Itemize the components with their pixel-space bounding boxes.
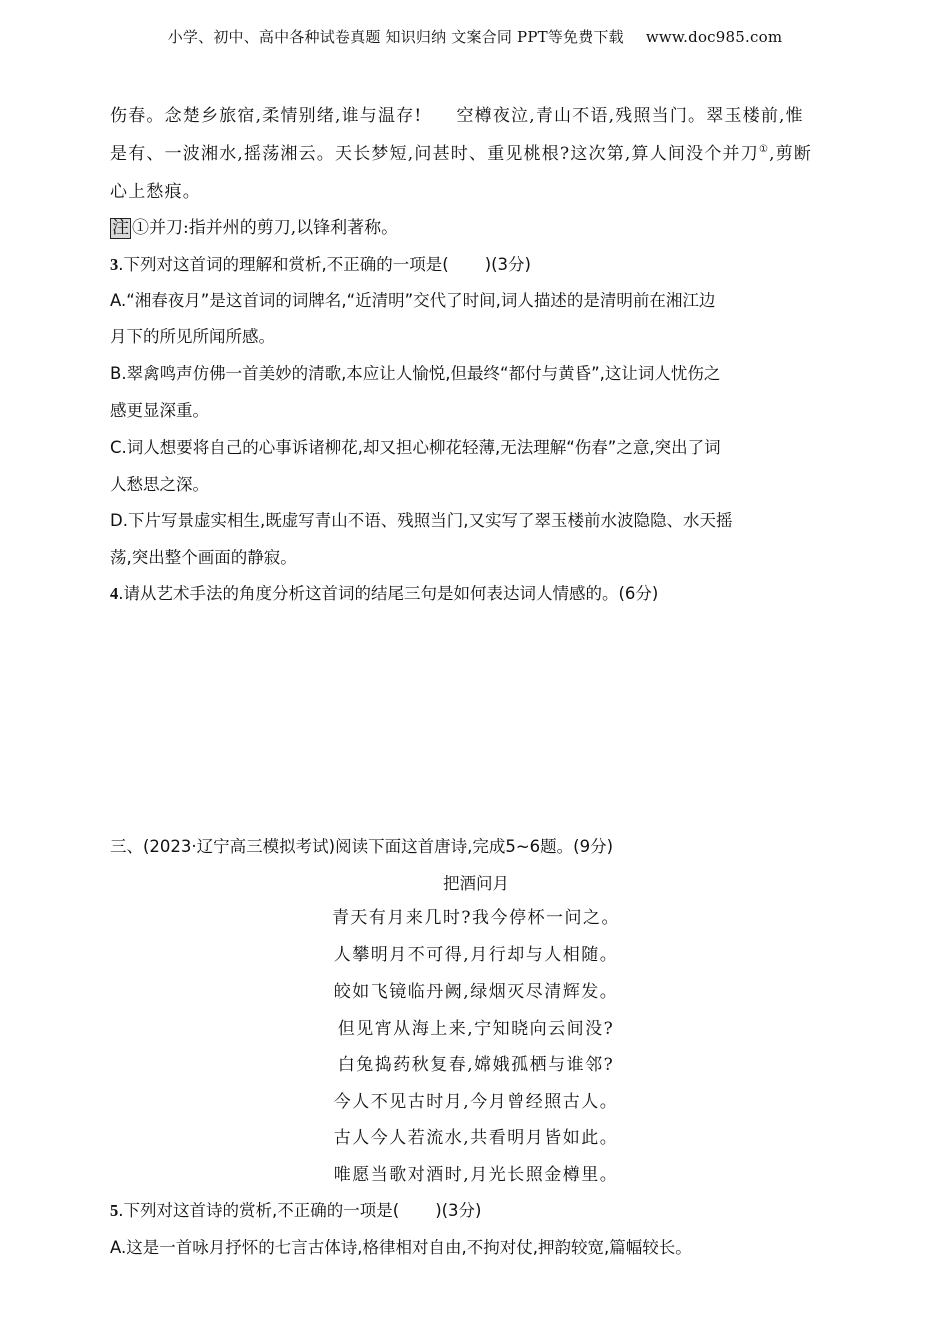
option-c-line-2: 人愁思之深。: [110, 475, 209, 494]
option-a-line-1: A.“湘春夜月”是这首词的词牌名,“近清明”交代了时间,词人描述的是清明前在湘江边: [110, 291, 716, 310]
footnote: [110, 216, 842, 240]
poem-title: 把酒问月: [443, 874, 509, 893]
question-5-score: )(3分): [435, 1201, 482, 1220]
footnote-marker: ①: [758, 144, 770, 155]
poem-verse: 今人不见古时月,今月曾经照古人。: [333, 1092, 619, 1112]
poem-verse: 青天有月来几时?我今停杯一问之。: [331, 908, 621, 928]
poem-verse: 但见宵从海上来,宁知晓向云间没?: [337, 1019, 615, 1039]
poem-line-1-part-a: 伤春。念楚乡旅宿,柔情别绪,谁与温存!: [110, 106, 423, 126]
poem-verse: 唯愿当歌对酒时,月光长照金樽里。: [333, 1165, 619, 1185]
question-3-number: 3: [110, 255, 119, 274]
poem-verse: 古人今人若流水,共看明月皆如此。: [333, 1128, 619, 1148]
poem-line-3-text: 心上愁痕。: [110, 182, 201, 202]
poem-verse: 白兔捣药秋复春,嫦娥孤栖与谁邻?: [337, 1055, 615, 1075]
poem-verse: 人攀明月不可得,月行却与人相随。: [333, 945, 619, 965]
poem-line-3: [110, 180, 842, 204]
question-4-text: .请从艺术手法的角度分析这首词的结尾三句是如何表达词人情感的。(6分): [118, 584, 659, 603]
question-4-number: 4: [110, 584, 119, 603]
question-5-number: 5: [110, 1201, 119, 1220]
option-a-line-2: 月下的所见所闻所感。: [110, 327, 275, 346]
poem-line-2-part-b: ,剪断: [769, 144, 813, 164]
question-4: [110, 582, 842, 606]
page-header: [0, 26, 950, 47]
question-5-text: .下列对这首诗的赏析,不正确的一项是(: [118, 1201, 400, 1220]
option-b-line-1: B.翠禽鸣声仿佛一首美妙的清歌,本应让人愉悦,但最终“都付与黄昏”,这让词人忧伤之: [110, 364, 721, 383]
option-d-line-2: 荡,突出整个画面的静寂。: [110, 548, 297, 567]
poem-line-2: [110, 142, 842, 166]
header-url[interactable]: www.doc985.com: [645, 28, 783, 46]
poem-line-1: [110, 104, 842, 128]
note-label: 注: [112, 218, 129, 238]
option-b-line-2: 感更显深重。: [110, 401, 209, 420]
question-3-text: .下列对这首词的理解和赏析,不正确的一项是(: [118, 255, 449, 274]
option-c-line-1: C.词人想要将自己的心事诉诸柳花,却又担心柳花轻薄,无法理解“伤春”之意,突出了词: [110, 438, 721, 457]
question-3-score: )(3分): [484, 255, 531, 274]
section-3-heading: 三、(2023·辽宁高三模拟考试)阅读下面这首唐诗,完成5~6题。(9分): [110, 837, 614, 856]
option-d-line-1: D.下片写景虚实相生,既虚写青山不语、残照当门,又实写了翠玉楼前水波隐隐、水天摇: [110, 511, 733, 530]
poem-line-1-part-b: 空樽夜泣,青山不语,残照当门。翠玉楼前,惟: [456, 106, 804, 126]
poem-verse: 皎如飞镜临丹阙,绿烟灭尽清辉发。: [333, 982, 619, 1002]
poem-line-2-part-a: 是有、一波湘水,摇荡湘云。天长梦短,问甚时、重见桃根?这次第,算人间没个并刀: [110, 144, 759, 164]
header-text: 小学、初中、高中各种试卷真题 知识归纳 文案合同 PPT等免费下载: [167, 28, 624, 46]
question-3-stem: [110, 253, 842, 277]
question-5-stem: [110, 1199, 842, 1223]
option-a-line: A.这是一首咏月抒怀的七言古体诗,格律相对自由,不拘对仗,押韵较宽,篇幅较长。: [110, 1238, 692, 1257]
note-text: ①并刀:指并州的剪刀,以锋利著称。: [132, 218, 399, 238]
